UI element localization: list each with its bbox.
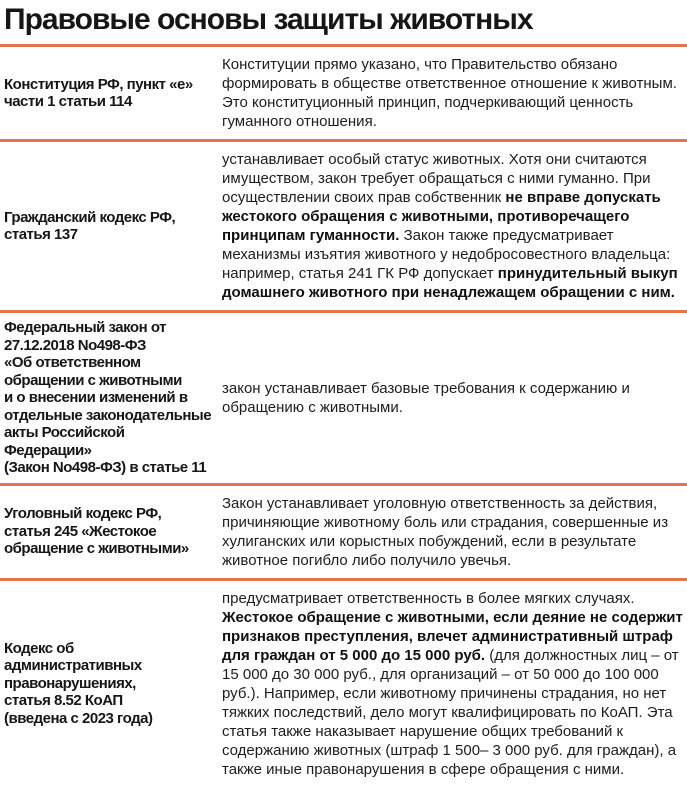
description-segment: закон устанавливает базовые требования к содержанию и обращению с животными. bbox=[222, 379, 630, 416]
description-segment-bold: принудительный выкуп домашнего животного при ненадлежащем обращении с ним. bbox=[222, 265, 678, 301]
law-name: Кодекс об административных правонарушениях, статья 8.52 КоАП (введена с 2023 года) bbox=[4, 639, 153, 727]
table-row bbox=[0, 142, 687, 313]
law-name: Федеральный закон от 27.12.2018 No498-ФЗ «Об ответственном обращении с животными и о внесении изменений в отдельные законодательные акты Российской Федерации» (Закон No498-ФЗ) в статье 11 bbox=[4, 319, 212, 476]
table-row bbox=[0, 581, 687, 787]
law-name: Уголовный кодекс РФ, статья 245 «Жестокое обращение с животными» bbox=[4, 505, 189, 558]
page-title: Правовые основы защиты животных bbox=[4, 3, 533, 36]
law-description bbox=[212, 53, 687, 133]
description-segment: предусматривает ответственность в более мягких случаях. bbox=[222, 589, 635, 607]
law-name: Конституция РФ, пункт «е» части 1 статьи 114 bbox=[4, 75, 193, 110]
table-row bbox=[0, 47, 687, 142]
law-description bbox=[212, 492, 687, 572]
description-segment: Закон также предусматривает механизмы изъятия животного у недобросовестного владельца: например, статья 241 ГК РФ допускает bbox=[222, 227, 671, 282]
description-segment: (для должностных лиц – от 15 000 до 30 000 руб., для организаций – от 50 000 до 100 000 руб.). Например, если животному причинены страдания, но нет тяжких последствий, дело могут квалифицировать по КоАП. Эта статья также наказывает нарушение общих требований к содержанию животных (штраф 1 500– 3 000 руб. для граждан), а также иные правонарушения в сфере обращения с ними. bbox=[222, 646, 679, 778]
description-segment: устанавливает особый статус животных. Хотя они считаются имуществом, закон требует обращаться с ними гуманно. При осуществлении своих прав собственник bbox=[222, 151, 651, 206]
law-table bbox=[0, 47, 687, 787]
table-row bbox=[0, 313, 687, 486]
description-segment: Конституции прямо указано, что Правительство обязано формировать в обществе ответственное отношение к животным. Это конституционный принцип, подчеркивающий ценность гуманного отношения. bbox=[222, 56, 677, 130]
law-description bbox=[212, 587, 687, 781]
description-segment-bold: не вправе допускать жестокого обращения с животными, противоречащего принципам гуманности. bbox=[222, 189, 661, 244]
law-name: Гражданский кодекс РФ, статья 137 bbox=[4, 208, 176, 243]
law-description bbox=[212, 148, 687, 304]
description-segment: Закон устанавливает уголовную ответственность за действия, причиняющие животному боль или страдания, совершенные из хулиганских или корыстных побуждений, если в результате животное погибло либо получило увечья. bbox=[222, 494, 669, 569]
table-row bbox=[0, 486, 687, 581]
description-segment-bold: Жестокое обращение с животными, если деяние не содержит признаков преступления, влечет административный штраф для граждан от 5 000 до 15 000 руб. bbox=[222, 608, 683, 664]
law-description bbox=[212, 377, 687, 419]
